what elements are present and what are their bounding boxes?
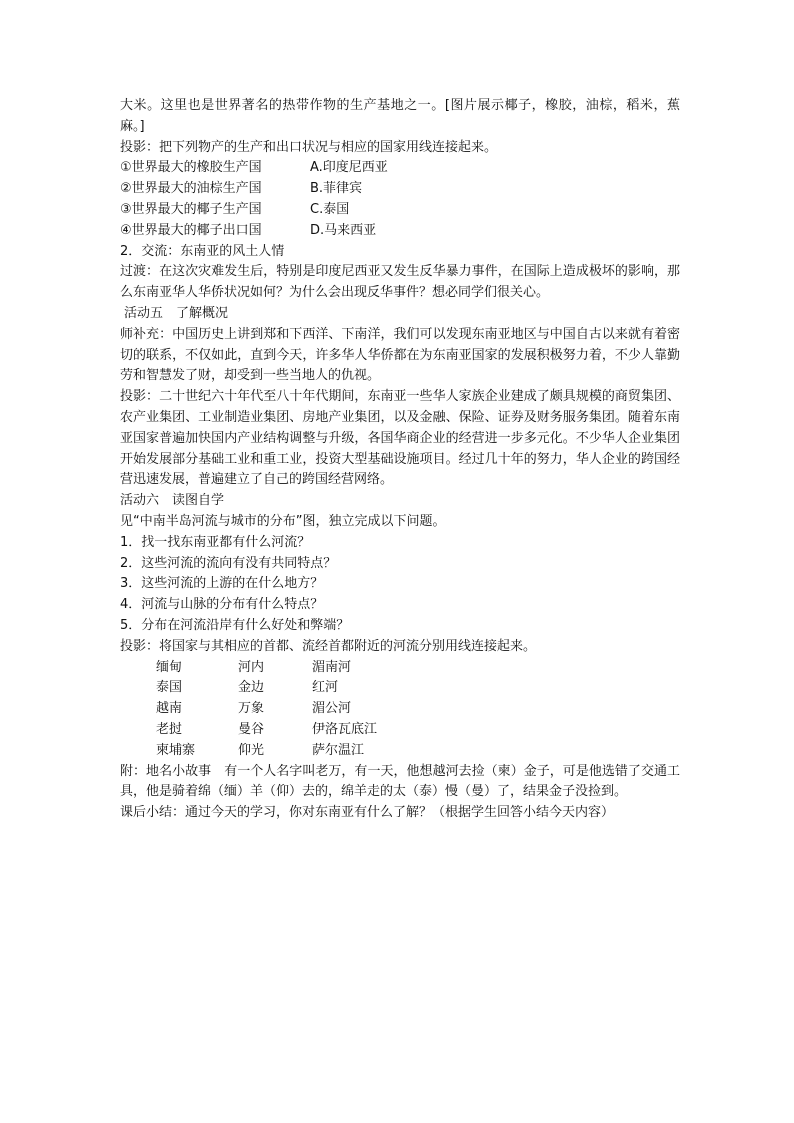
match-right: C.泰国 <box>310 201 350 217</box>
question-item: 4．河流与山脉的分布有什么特点？ <box>120 597 324 613</box>
table-row <box>120 678 680 699</box>
transition-paragraph: 过渡：在这次灾难发生后，特别是印度尼西亚又发生反华暴力事件，在国际上造成极坏的影响，那么东南亚华人华侨状况如何？为什么会出现反华事件？想必同学们很关心。 <box>120 264 680 301</box>
match-item <box>120 221 680 242</box>
match-right: B.菲律宾 <box>310 181 363 197</box>
country-cell: 柬埔寨 <box>156 742 196 758</box>
lesson-summary: 课后小结：通过今天的学习，你对东南亚有什么了解？（根据学生回答小结今天内容） <box>120 805 615 821</box>
activity-five-heading: 活动五 了解概况 <box>124 305 229 321</box>
river-cell: 萨尔温江 <box>312 742 365 758</box>
exchange-heading: 2．交流：东南亚的风土人情 <box>120 243 285 259</box>
table-row <box>120 720 680 741</box>
country-cell: 缅甸 <box>156 659 183 675</box>
projection-rivers-instruction: 投影：将国家与其相应的首都、流经首都附近的河流分别用线连接起来。 <box>120 638 537 654</box>
teacher-supplement-paragraph: 师补充：中国历史上讲到郑和下西洋、下南洋，我们可以发现东南亚地区与中国自古以来就有着密切的联系，不仅如此，直到今天，许多华人华侨都在为东南亚国家的发展积极努力着，不少人靠勤劳和智慧发了财，却受到一些当地人的仇视。 <box>120 326 680 384</box>
match-left: ③世界最大的椰子生产国 <box>120 201 262 217</box>
river-cell: 湄公河 <box>312 701 352 717</box>
question-item: 3．这些河流的上游的在什么地方？ <box>120 576 324 592</box>
projection-paragraph: 投影：二十世纪六十年代至八十年代期间，东南亚一些华人家族企业建成了颇具规模的商贸集团、农产业集团、工业制造业集团、房地产业集团，以及金融、保险、证券及财务服务集团。随着东南亚国家普遍加快国内产业结构调整与升级，各国华商企业的经营进一步多元化。不少华人企业集团开始发展部分基础工业和重工业，投资大型基础设施项目。经过几十年的努力，华人企业的跨国经营迅速发展，普遍建立了自己的跨国经营网络。 <box>120 389 680 488</box>
match-left: ①世界最大的橡胶生产国 <box>120 160 262 176</box>
table-row <box>120 658 680 679</box>
match-item <box>120 200 680 221</box>
place-name-story: 附：地名小故事 有一个人名字叫老万，有一天，他想越河去捡（柬）金子，可是他选错了交通工具，他是骑着绵（缅）羊（仰）去的，绵羊走的太（泰）慢（曼）了，结果金子没捡到。 <box>120 763 680 800</box>
match-item <box>120 179 680 200</box>
capital-cell: 金边 <box>238 680 265 696</box>
capital-cell: 仰光 <box>238 742 265 758</box>
document-page <box>120 96 680 824</box>
country-cell: 泰国 <box>156 680 183 696</box>
country-cell: 老挝 <box>156 721 183 737</box>
river-cell: 红河 <box>312 680 339 696</box>
map-instruction: 见“中南半岛河流与城市的分布”图，独立完成以下问题。 <box>120 513 446 529</box>
match-item <box>120 158 680 179</box>
capital-cell: 万象 <box>238 701 265 717</box>
river-cell: 伊洛瓦底江 <box>312 721 378 737</box>
table-row <box>120 741 680 762</box>
match-left: ②世界最大的油棕生产国 <box>120 181 262 197</box>
question-item: 5．分布在河流沿岸有什么好处和弊端？ <box>120 617 350 633</box>
question-item: 2．这些河流的流向有没有共同特点？ <box>120 555 337 571</box>
match-left: ④世界最大的椰子出口国 <box>120 222 262 238</box>
capital-cell: 河内 <box>238 659 265 675</box>
rivers-matching-table <box>120 658 680 762</box>
table-row <box>120 699 680 720</box>
capital-cell: 曼谷 <box>238 721 265 737</box>
question-item: 1．找一找东南亚都有什么河流？ <box>120 534 311 550</box>
match-right: A.印度尼西亚 <box>310 160 388 176</box>
projection-matching-instruction: 投影：把下列物产的生产和出口状况与相应的国家用线连接起来。 <box>120 139 498 155</box>
activity-six-heading: 活动六 读图自学 <box>120 493 225 509</box>
intro-paragraph: 大米。这里也是世界著名的热带作物的生产基地之一。[图片展示椰子，橡胶，油棕，稻米，蕉麻。] <box>120 98 680 134</box>
match-right: D.马来西亚 <box>310 222 377 238</box>
country-cell: 越南 <box>156 701 183 717</box>
river-cell: 湄南河 <box>312 659 352 675</box>
